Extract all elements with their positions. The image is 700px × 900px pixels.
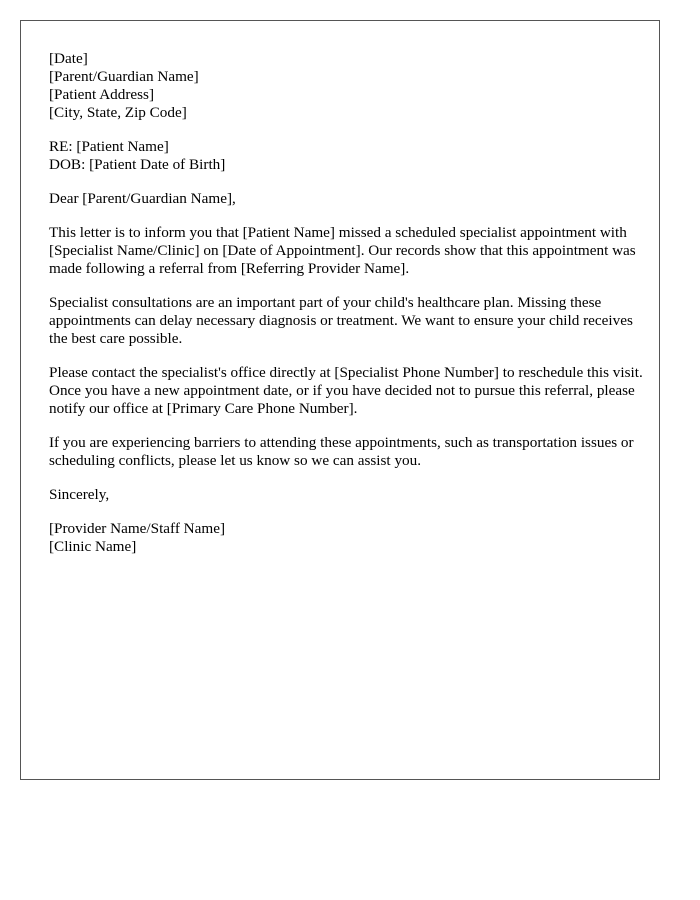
signature-clinic: [Clinic Name]: [49, 538, 137, 555]
reference-patient: RE: [Patient Name]: [49, 138, 169, 155]
recipient-city-state-zip: [City, State, Zip Code]: [49, 104, 187, 121]
letter-closing: Sincerely,: [49, 486, 110, 503]
recipient-name: [Parent/Guardian Name]: [49, 68, 199, 85]
letter-page: [20, 20, 660, 780]
reference-dob: DOB: [Patient Date of Birth]: [49, 156, 226, 173]
letter-date: [Date]: [49, 50, 88, 67]
letter-salutation: Dear [Parent/Guardian Name],: [49, 190, 236, 207]
paragraph-missed-appointment: This letter is to inform you that [Patient Name] missed a scheduled specialist appointment with [Specialist Name/Clinic] on [Date of Appointment]. Our records show that this appointment was made following a referral from [Referring Provider Name].: [49, 224, 636, 277]
paragraph-importance: Specialist consultations are an important part of your child's healthcare plan. Missing these appointments can delay necessary diagnosis or treatment. We want to ensure your child receives the best care possible.: [49, 294, 633, 347]
letter-signature: [49, 520, 649, 556]
signature-name: [Provider Name/Staff Name]: [49, 520, 226, 537]
letter-body: [49, 50, 649, 572]
letter-header: [49, 50, 649, 122]
paragraph-contact-instructions: Please contact the specialist's office directly at [Specialist Phone Number] to reschedule this visit. Once you have a new appointment date, or if you have decided not to pursue this referral, please notify our office at [Primary Care Phone Number].: [49, 364, 643, 417]
letter-reference: [49, 138, 649, 174]
recipient-address: [Patient Address]: [49, 86, 155, 103]
paragraph-barriers: If you are experiencing barriers to attending these appointments, such as transportation issues or scheduling conflicts, please let us know so we can assist you.: [49, 434, 634, 469]
